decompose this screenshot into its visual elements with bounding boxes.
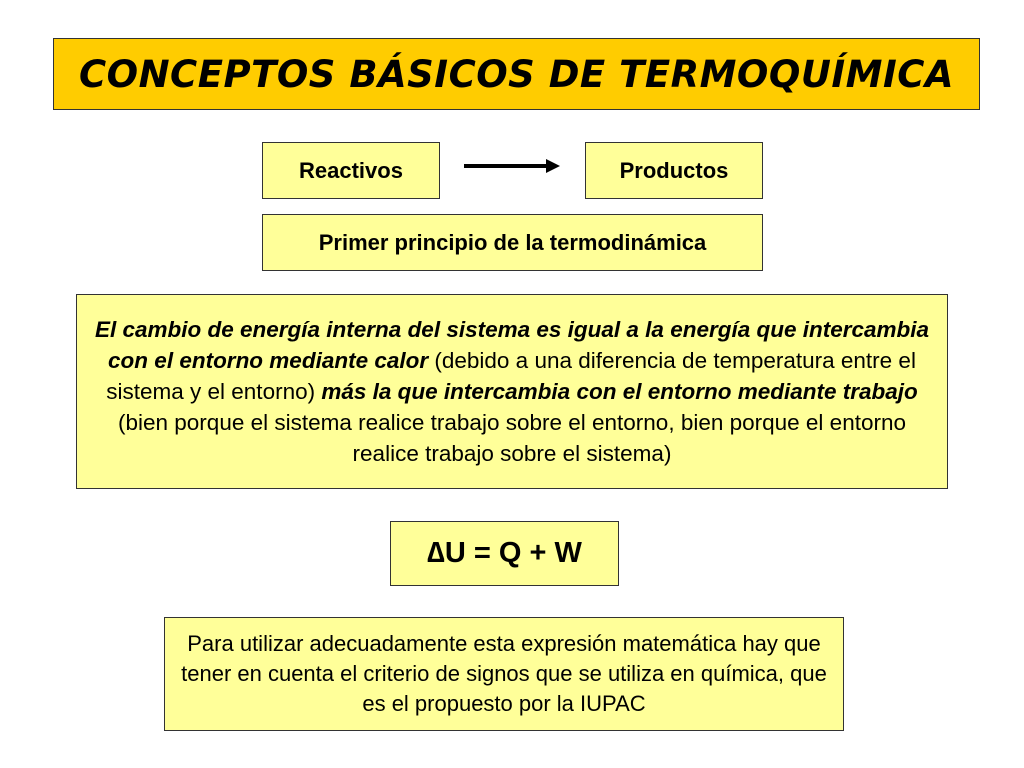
title-banner — [53, 38, 980, 110]
products-box — [585, 142, 763, 199]
reaction-arrow-icon — [462, 155, 562, 177]
note-text: Para utilizar adecuadamente esta expresión matemática hay que tener en cuenta el criterio de signos que se utiliza en química, que es el propuesto por la IUPAC — [181, 631, 827, 716]
description-emphasis-heat: El cambio de energía interna del sistema es igual a la energía que intercambia con el entorno mediante calor — [94, 317, 930, 373]
description-text — [87, 314, 937, 469]
description-heat-detail: (debido a una diferencia de temperatura entre el sistema y el entorno) — [106, 348, 916, 404]
description-emphasis-work: más la que intercambia con el entorno mediante trabajo — [321, 379, 918, 404]
note-box — [164, 617, 844, 731]
formula-box — [390, 521, 619, 586]
reactants-box — [262, 142, 440, 199]
principle-box — [262, 214, 763, 271]
reactants-label: Reactivos — [299, 157, 403, 183]
principle-label: Primer principio de la termodinámica — [318, 229, 707, 255]
description-box — [76, 294, 948, 489]
products-label: Productos — [619, 157, 729, 183]
formula-text: ∆U = Q + W — [427, 537, 582, 569]
description-work-detail: (bien porque el sistema realice trabajo sobre el entorno, bien porque el entorno realice trabajo sobre el sistema) — [118, 410, 906, 466]
slide-title: CONCEPTOS BÁSICOS DE TERMOQUÍMICA — [78, 52, 954, 96]
